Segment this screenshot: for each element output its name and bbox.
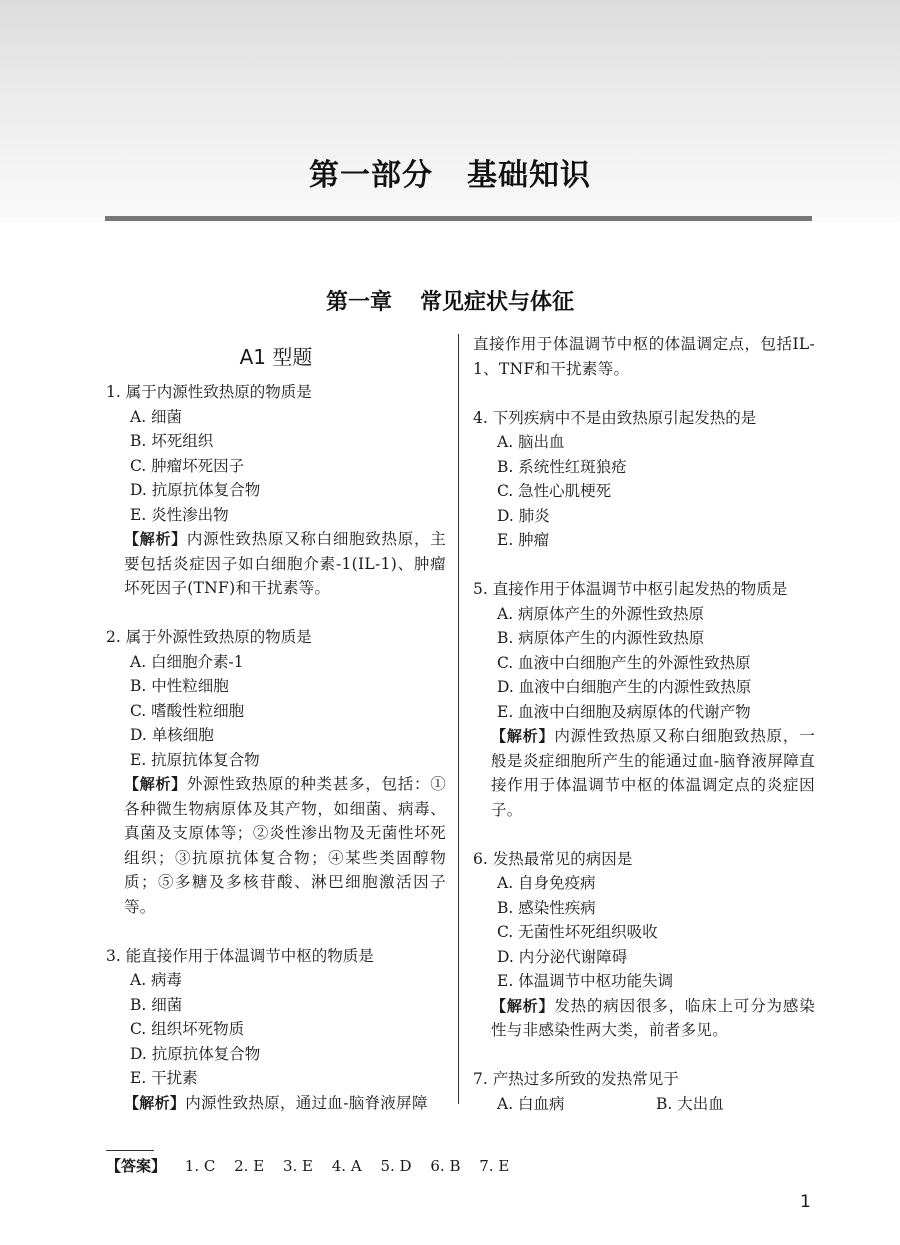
section-heading: A1 型题: [239, 345, 313, 369]
option: A. 病毒: [130, 971, 183, 989]
analysis-label: 【解析】: [491, 727, 555, 745]
option: B. 坏死组织: [130, 432, 214, 450]
option: D. 抗原抗体复合物: [130, 1044, 261, 1063]
analysis-text: 外源性致热原的种类甚多，包括：①各种微生物病原体及其产物，如细菌、病毒、真菌及支原体等；②炎性渗出物及无菌性坏死组织；③抗原抗体复合物；④某些类固醇物质；⑤多糖及多核苷酸、淋巴细胞激活因子等。: [124, 775, 446, 916]
option: A. 白细胞介素-1: [130, 652, 244, 671]
analysis: [106, 772, 446, 919]
option: C. 血液中白细胞产生的外源性致热原: [497, 653, 751, 672]
option: B. 中性粒细胞: [130, 677, 229, 695]
footnote-rule: [106, 1150, 154, 1151]
part-label: 第一部分: [309, 158, 433, 193]
analysis-text: 内源性致热原又称白细胞致热原，一般是炎症细胞所产生的能通过血-脑脊液屏障直接作用于体温调节中枢的体温调定点的炎症因子。: [491, 727, 815, 819]
question-stem: 2. 属于外源性致热原的物质是: [106, 628, 312, 646]
option-row: [473, 1092, 815, 1117]
question-stem: 3. 能直接作用于体温调节中枢的物质是: [106, 946, 374, 965]
option: D. 抗原抗体复合物: [130, 481, 261, 499]
analysis-text: 发热的病因很多，临床上可分为感染性与非感染性两大类，前者多见。: [491, 996, 815, 1039]
analysis-label: 【解析】: [491, 996, 555, 1015]
option: E. 体温调节中枢功能失调: [497, 972, 674, 990]
analysis-label: 【解析】: [124, 775, 187, 793]
answer-item: 1. C: [184, 1157, 216, 1175]
option: B. 系统性红斑狼疮: [497, 457, 627, 476]
option: C. 急性心肌梗死: [497, 482, 612, 500]
answer-item: 2. E: [234, 1157, 265, 1175]
left-column: [106, 340, 446, 1140]
option: A. 病原体产生的外源性致热原: [497, 604, 705, 623]
option: C. 无菌性坏死组织吸收: [497, 923, 658, 941]
answer-item: 3. E: [282, 1157, 313, 1175]
option: B. 病原体产生的内源性致热原: [497, 629, 705, 647]
answer-label: 【答案】: [106, 1157, 167, 1175]
question-7: [473, 1067, 815, 1116]
option: E. 炎性渗出物: [130, 505, 229, 524]
question-6: [473, 847, 815, 1043]
analysis: [106, 527, 446, 601]
option: D. 肺炎: [497, 506, 550, 525]
question-1: [106, 380, 446, 601]
question-stem: 5. 直接作用于体温调节中枢引起发热的物质是: [473, 580, 788, 598]
option: B. 大出血: [656, 1094, 724, 1113]
analysis-continuation: 直接作用于体温调节中枢的体温调定点，包括IL-1、TNF和干扰素等。: [473, 335, 815, 378]
part-title: [0, 150, 900, 194]
answer-item: 6. B: [430, 1157, 461, 1175]
option: E. 抗原抗体复合物: [130, 750, 260, 769]
question-stem: 1. 属于内源性致热原的物质是: [106, 383, 312, 401]
question-5: [473, 577, 815, 822]
option: D. 单核细胞: [130, 726, 214, 744]
part-name: 基础知识: [467, 158, 591, 193]
answer-item: 5. D: [380, 1157, 412, 1175]
option: B. 感染性疾病: [497, 898, 596, 917]
option: A. 细菌: [130, 407, 183, 426]
analysis: [106, 1091, 446, 1116]
answer-key: [106, 1156, 509, 1176]
header-rule: [105, 216, 812, 221]
page-number: 1: [800, 1192, 811, 1212]
option: A. 脑出血: [497, 433, 565, 451]
question-stem: 6. 发热最常见的病因是: [473, 849, 633, 868]
chapter-label: 第一章: [325, 290, 392, 315]
option: E. 血液中白细胞及病原体的代谢产物: [497, 702, 751, 721]
chapter-title: [0, 285, 900, 316]
question-stem: 7. 产热过多所致的发热常见于: [473, 1070, 679, 1088]
right-column: [473, 332, 815, 1141]
answer-item: 4. A: [331, 1157, 362, 1175]
column-divider: [458, 334, 459, 1104]
question-stem: 4. 下列疾病中不是由致热原引起发热的是: [473, 408, 757, 427]
analysis-text: 内源性致热原，通过血-脑脊液屏障: [185, 1093, 428, 1112]
analysis: [473, 994, 815, 1043]
analysis: [473, 724, 815, 822]
analysis-label: 【解析】: [124, 530, 187, 548]
option: B. 细菌: [130, 995, 183, 1014]
option: D. 血液中白细胞产生的内源性致热原: [497, 678, 752, 696]
answer-item: 7. E: [479, 1157, 510, 1175]
option: C. 肿瘤坏死因子: [130, 456, 245, 475]
question-3: [106, 944, 446, 1116]
option: C. 组织坏死物质: [130, 1020, 245, 1038]
question-4: [473, 406, 815, 553]
option: D. 内分泌代谢障碍: [497, 947, 628, 966]
option: E. 干扰素: [130, 1069, 198, 1087]
question-2: [106, 625, 446, 919]
option: A. 自身免疫病: [497, 874, 596, 892]
chapter-name: 常见症状与体征: [420, 290, 575, 315]
analysis-text: 内源性致热原又称白细胞致热原，主要包括炎症因子如白细胞介素-1(IL-1)、肿瘤坏死因子(TNF)和干扰素等。: [124, 530, 446, 597]
analysis-label: 【解析】: [124, 1093, 186, 1112]
option: E. 肿瘤: [497, 531, 550, 549]
option: A. 白血病: [497, 1094, 565, 1113]
option: C. 嗜酸性粒细胞: [130, 701, 245, 720]
